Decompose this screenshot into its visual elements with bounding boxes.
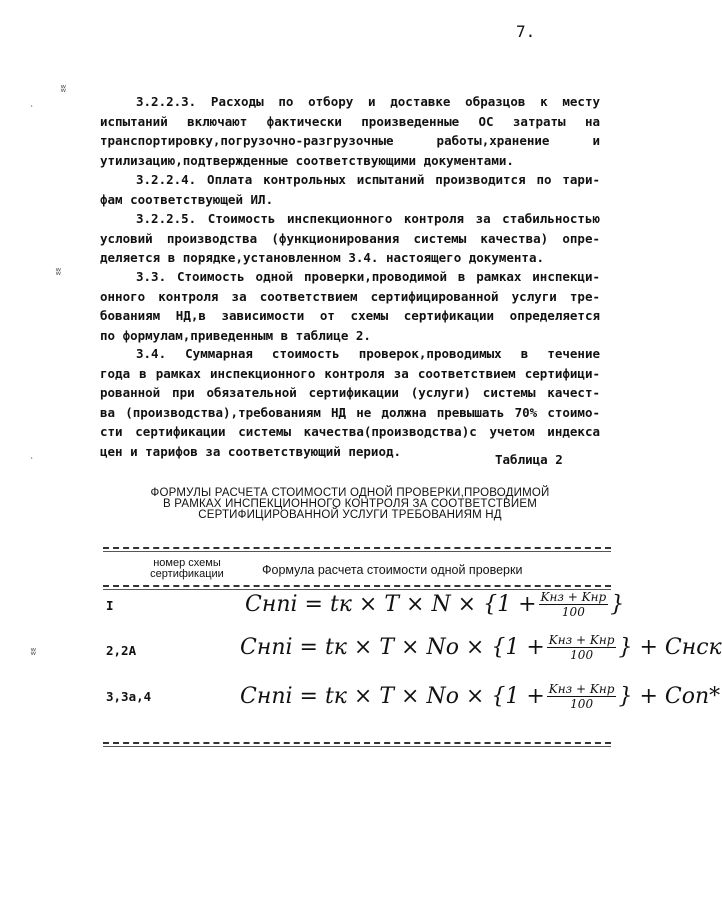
formula-fraction xyxy=(547,682,617,711)
text-line: онного контроля за соответствием сертифицированной услуги тре- xyxy=(100,288,600,304)
column-header-formula: Формула расчета стоимости одной проверки xyxy=(262,563,523,577)
formula-tail: } + Cоп* xyxy=(618,684,721,709)
formula-lhs: Cнпi = tк × T × Nо × { xyxy=(240,635,506,660)
text-line: 3.3. Стоимость одной проверки,проводимой в рамках инспекци- xyxy=(136,269,600,284)
table-bottom-rule xyxy=(103,746,611,747)
scan-margin-mark: ᐧ xyxy=(30,452,33,465)
text-line: фам соответствующей ИЛ. xyxy=(100,191,274,207)
fraction-numerator: Kнз + Kнр xyxy=(548,633,615,647)
formula-one-plus: 1 + xyxy=(505,635,545,660)
paragraph-3-2-2-4 xyxy=(100,170,600,209)
page-number: 7. xyxy=(516,22,536,41)
paragraph-3-2-2-3 xyxy=(100,92,600,170)
paragraph-3-2-2-5 xyxy=(100,209,600,268)
text-line: бованиям НД,в зависимости от схемы сертификации определяется xyxy=(100,308,600,323)
column-header-line: сертификации xyxy=(150,568,224,580)
formula-fraction xyxy=(547,633,617,662)
table-title-line: В РАМКАХ ИНСПЕКЦИОННОГО КОНТРОЛЯ ЗА СООТВЕТСТВИЕМ xyxy=(163,498,537,510)
formula-fraction xyxy=(539,590,609,619)
scan-margin-mark: ʬ xyxy=(60,82,67,95)
text-line: 3.4. Суммарная стоимость проверок,проводимых в течение xyxy=(136,346,600,361)
scan-margin-mark: ʬ xyxy=(55,265,62,278)
paragraph-3-4 xyxy=(100,344,600,461)
formula-lhs: Cнпi = tк × T × Nо × { xyxy=(240,684,506,709)
formula-row xyxy=(240,633,722,662)
scheme-number: 2,2A xyxy=(106,643,137,658)
formula-one-plus: 1 + xyxy=(505,684,545,709)
table-bottom-rule xyxy=(103,742,611,744)
text-line: рованной при обязательной сертификации (услуги) системы качест- xyxy=(100,385,600,400)
formula-one-plus: 1 + xyxy=(497,592,537,617)
text-line: условий производства (функционирования системы качества) опре- xyxy=(100,230,600,246)
fraction-denominator: 100 xyxy=(561,605,585,619)
text-line: утилизацию,подтвержденные соответствующими документами. xyxy=(100,152,514,168)
text-line: 3.2.2.3. Расходы по отбору и доставке образцов к месту xyxy=(136,94,600,109)
table-top-rule xyxy=(103,547,611,549)
table-title-line: ФОРМУЛЫ РАСЧЕТА СТОИМОСТИ ОДНОЙ ПРОВЕРКИ,ПРОВОДИМОЙ xyxy=(150,487,550,499)
text-line: деляется в порядке,установленном 3.4. настоящего документа. xyxy=(100,250,545,265)
column-header-line: номер схемы xyxy=(153,557,221,569)
formula-row xyxy=(240,682,720,711)
text-line: цен и тарифов за соответствующий период. xyxy=(100,443,402,459)
text-line: сти сертификации системы качества(производства)с учетом индекса xyxy=(100,424,600,439)
table-caption: Таблица 2 xyxy=(495,452,563,467)
formula-tail: } + Cнск xyxy=(618,635,722,660)
text-line: 3.2.2.5. Стоимость инспекционного контроля за стабильностью xyxy=(136,211,600,226)
table-header-rule xyxy=(103,585,611,587)
fraction-denominator: 100 xyxy=(570,697,594,711)
text-line: года в рамках инспекционного контроля за соответствием сертифици- xyxy=(100,365,600,381)
text-line: 3.2.2.4. Оплата контрольных испытаний производится по тари- xyxy=(136,172,600,187)
column-header-scheme xyxy=(132,558,242,580)
table-title xyxy=(130,488,570,521)
formula-tail: } xyxy=(610,592,625,617)
scheme-number: 3,3а,4 xyxy=(106,689,152,704)
text-line: транспортировку,погрузочно-разгрузочные работы,хранение и xyxy=(100,133,600,148)
fraction-numerator: Kнз + Kнр xyxy=(548,682,615,696)
formula-row xyxy=(245,590,624,619)
text-line: испытаний включают фактически произведенные ОС затраты на xyxy=(100,113,600,129)
paragraph-3-3 xyxy=(100,267,600,345)
formula-lhs: Cнпi = tк × T × N × { xyxy=(245,592,498,617)
table-title-line: СЕРТИФИЦИРОВАННОЙ УСЛУГИ ТРЕБОВАНИЯМ НД xyxy=(198,509,502,521)
scan-margin-mark: ʬ xyxy=(30,645,37,658)
fraction-denominator: 100 xyxy=(570,648,594,662)
scheme-number: I xyxy=(106,598,114,613)
scan-margin-mark: ᐧ xyxy=(30,100,33,113)
text-line: ва (производства),требованиям НД не должна превышать 70% стоимо- xyxy=(100,404,600,420)
text-line: по формулам,приведенным в таблице 2. xyxy=(100,327,371,343)
fraction-numerator: Kнз + Kнр xyxy=(540,590,607,604)
table-top-rule xyxy=(103,551,611,552)
